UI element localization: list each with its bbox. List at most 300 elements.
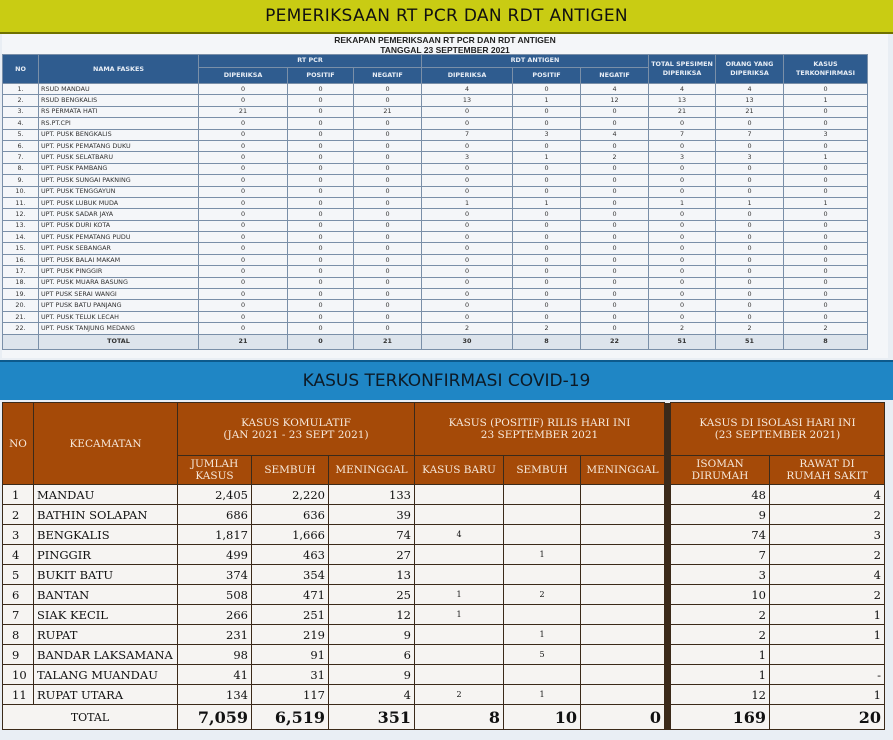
- t2-cell-no: 9: [3, 645, 34, 665]
- t1-cell-no: 7.: [3, 152, 39, 163]
- t1-cell-kasus: 0: [784, 266, 868, 277]
- t2-cell-jumlah: 41: [178, 665, 252, 685]
- t2-cell-rawat: 2: [770, 545, 885, 565]
- t2-cell-meninggal-hari: [581, 565, 665, 585]
- t2-total-rawat: 20: [770, 705, 885, 730]
- t1-cell-rdt-diperiksa: 0: [422, 106, 513, 117]
- t2-cell-sembuh-hari: [504, 665, 581, 685]
- t1-cell-total-spesimen: 0: [649, 254, 716, 265]
- t1-cell-rdt-positif: 0: [513, 140, 581, 151]
- t1-cell-kasus: 0: [784, 300, 868, 311]
- t1-cell-kasus: 0: [784, 311, 868, 322]
- t2-cell-kasus-baru: [415, 485, 504, 505]
- t1-cell-kasus: 1: [784, 95, 868, 106]
- t2-total-jumlah: 7,059: [178, 705, 252, 730]
- t1-cell-nama: UPT. PUSK LUBUK MUDA: [39, 197, 199, 208]
- t1-cell-kasus: 0: [784, 186, 868, 197]
- t2-total-meninggal: 351: [329, 705, 415, 730]
- t1-cell-kasus: 0: [784, 220, 868, 231]
- t1-cell-rdt-diperiksa: 13: [422, 95, 513, 106]
- t1-header-rdt-diperiksa: DIPERIKSA: [422, 67, 513, 83]
- t2-cell-isoman: 48: [671, 485, 770, 505]
- t1-cell-rdt-positif: 0: [513, 254, 581, 265]
- t1-cell-rdt-negatif: 0: [581, 197, 649, 208]
- t1-cell-rdt-positif: 0: [513, 300, 581, 311]
- t1-cell-total-spesimen: 4: [649, 84, 716, 95]
- t1-cell-rdt-diperiksa: 0: [422, 209, 513, 220]
- t1-cell-nama: RS.PT.CPI: [39, 118, 199, 129]
- t2-row: [3, 585, 885, 605]
- t1-cell-pcr-positif: 0: [288, 311, 354, 322]
- t1-cell-pcr-diperiksa: 0: [199, 289, 288, 300]
- t1-cell-pcr-negatif: 0: [354, 140, 422, 151]
- t1-cell-rdt-positif: 0: [513, 209, 581, 220]
- t1-cell-rdt-negatif: 0: [581, 140, 649, 151]
- t1-cell-nama: UPT. PUSK PEMATANG DUKU: [39, 140, 199, 151]
- t1-header-rdt-negatif: NEGATIF: [581, 67, 649, 83]
- t1-cell-total-spesimen: 7: [649, 129, 716, 140]
- t1-row: [3, 129, 868, 140]
- t2-cell-kecamatan: BATHIN SOLAPAN: [34, 505, 178, 525]
- t2-cell-meninggal: 27: [329, 545, 415, 565]
- t2-header-kumulatif: [178, 403, 415, 456]
- t2-header-rilis-line1: KASUS (POSITIF) RILIS HARI INI: [448, 417, 631, 429]
- t2-cell-kasus-baru: [415, 665, 504, 685]
- t1-cell-pcr-negatif: 0: [354, 186, 422, 197]
- t1-cell-nama: UPT. PUSK TELUK LECAH: [39, 311, 199, 322]
- t2-header-isolasi-line1: KASUS DI ISOLASI HARI INI: [699, 417, 856, 429]
- t1-row: [3, 220, 868, 231]
- t1-cell-orang: 7: [716, 129, 784, 140]
- t1-cell-rdt-negatif: 2: [581, 152, 649, 163]
- t1-row: [3, 209, 868, 220]
- t1-cell-nama: UPT. PUSK BALAI MAKAM: [39, 254, 199, 265]
- t2-cell-sembuh-hari: 5: [504, 645, 581, 665]
- t2-cell-jumlah: 134: [178, 685, 252, 705]
- t1-cell-nama: RS PERMATA HATI: [39, 106, 199, 117]
- t1-cell-rdt-diperiksa: 0: [422, 266, 513, 277]
- t1-cell-rdt-negatif: 0: [581, 220, 649, 231]
- t1-cell-nama: UPT. PUSK TENGGAYUN: [39, 186, 199, 197]
- t1-cell-rdt-positif: 0: [513, 84, 581, 95]
- t1-header-rdt: RDT ANTIGEN: [422, 55, 649, 68]
- t1-cell-total-spesimen: 0: [649, 220, 716, 231]
- t1-cell-pcr-negatif: 0: [354, 129, 422, 140]
- t2-cell-kasus-baru: 2: [415, 685, 504, 705]
- t1-cell-nama: RSUD BENGKALIS: [39, 95, 199, 106]
- t1-cell-kasus: 2: [784, 323, 868, 334]
- t1-cell-pcr-positif: 0: [288, 186, 354, 197]
- t2-cell-kecamatan: RUPAT: [34, 625, 178, 645]
- t1-cell-total-spesimen: 1: [649, 197, 716, 208]
- t1-cell-rdt-positif: 2: [513, 323, 581, 334]
- t2-cell-rawat: 4: [770, 565, 885, 585]
- t1-header-rdt-positif: POSITIF: [513, 67, 581, 83]
- t1-cell-pcr-diperiksa: 0: [199, 220, 288, 231]
- t1-cell-rdt-negatif: 0: [581, 289, 649, 300]
- t2-header-isolasi-line2: (23 SEPTEMBER 2021): [714, 429, 841, 441]
- mid-banner-title: KASUS TERKONFIRMASI COVID-19: [302, 371, 591, 391]
- t1-cell-rdt-diperiksa: 0: [422, 289, 513, 300]
- t1-cell-rdt-positif: 0: [513, 277, 581, 288]
- t1-cell-no: 13.: [3, 220, 39, 231]
- t1-header-kasus: KASUS TERKONFIRMASI: [784, 55, 868, 84]
- t2-cell-rawat: 2: [770, 585, 885, 605]
- t1-row: [3, 243, 868, 254]
- t1-cell-rdt-negatif: 0: [581, 232, 649, 243]
- t1-total-no: [3, 334, 39, 349]
- t2-cell-jumlah: 231: [178, 625, 252, 645]
- t1-cell-pcr-positif: 0: [288, 220, 354, 231]
- t2-cell-sembuh: 219: [252, 625, 329, 645]
- t1-cell-orang: 0: [716, 140, 784, 151]
- t1-cell-pcr-negatif: 0: [354, 243, 422, 254]
- t2-body: [3, 485, 885, 705]
- t1-cell-rdt-positif: 1: [513, 95, 581, 106]
- t1-cell-total-spesimen: 13: [649, 95, 716, 106]
- t1-cell-kasus: 0: [784, 232, 868, 243]
- t1-cell-pcr-positif: 0: [288, 163, 354, 174]
- t2-header-rilis-line2: 23 SEPTEMBER 2021: [480, 429, 599, 441]
- t1-cell-no: 22.: [3, 323, 39, 334]
- t1-header-pcr-negatif: NEGATIF: [354, 67, 422, 83]
- t2-total-sembuh-hari: 10: [504, 705, 581, 730]
- t1-cell-rdt-negatif: 0: [581, 186, 649, 197]
- t1-cell-pcr-positif: 0: [288, 95, 354, 106]
- t2-cell-kasus-baru: [415, 565, 504, 585]
- t1-cell-pcr-negatif: 0: [354, 95, 422, 106]
- t1-cell-rdt-positif: 0: [513, 232, 581, 243]
- t2-cell-meninggal-hari: [581, 525, 665, 545]
- t2-row: [3, 665, 885, 685]
- t2-cell-meninggal-hari: [581, 645, 665, 665]
- t2-row: [3, 605, 885, 625]
- t2-cell-sembuh: 31: [252, 665, 329, 685]
- t1-cell-no: 8.: [3, 163, 39, 174]
- t2-total-meninggal-hari: 0: [581, 705, 665, 730]
- t1-cell-pcr-positif: 0: [288, 175, 354, 186]
- t1-cell-kasus: 0: [784, 84, 868, 95]
- t1-total-total-spesimen: 51: [649, 334, 716, 349]
- t2-cell-sembuh: 636: [252, 505, 329, 525]
- t1-cell-rdt-diperiksa: 0: [422, 311, 513, 322]
- t2-header-rilis: [415, 403, 665, 456]
- t1-row: [3, 175, 868, 186]
- t2-row: [3, 485, 885, 505]
- t1-cell-pcr-diperiksa: 0: [199, 254, 288, 265]
- pcr-rdt-table: [2, 54, 868, 350]
- t1-cell-rdt-diperiksa: 0: [422, 277, 513, 288]
- t2-cell-meninggal: 133: [329, 485, 415, 505]
- t1-cell-pcr-positif: 0: [288, 232, 354, 243]
- t2-header-sembuh: SEMBUH: [252, 456, 329, 485]
- t1-cell-rdt-diperiksa: 0: [422, 163, 513, 174]
- t1-cell-no: 19.: [3, 289, 39, 300]
- t1-cell-pcr-positif: 0: [288, 266, 354, 277]
- t2-total-sembuh: 6,519: [252, 705, 329, 730]
- t1-cell-kasus: 0: [784, 163, 868, 174]
- t1-cell-pcr-positif: 0: [288, 254, 354, 265]
- t1-cell-pcr-positif: 0: [288, 197, 354, 208]
- t1-cell-rdt-negatif: 0: [581, 323, 649, 334]
- t2-cell-rawat: [770, 645, 885, 665]
- t2-cell-meninggal-hari: [581, 585, 665, 605]
- t2-cell-sembuh-hari: [504, 485, 581, 505]
- t1-cell-pcr-diperiksa: 0: [199, 84, 288, 95]
- t2-header-sembuh-hari: SEMBUH: [504, 456, 581, 485]
- t1-cell-pcr-positif: 0: [288, 323, 354, 334]
- t2-cell-sembuh: 1,666: [252, 525, 329, 545]
- t1-cell-rdt-negatif: 0: [581, 243, 649, 254]
- t2-cell-kasus-baru: 1: [415, 585, 504, 605]
- t2-cell-jumlah: 266: [178, 605, 252, 625]
- t1-cell-kasus: 0: [784, 209, 868, 220]
- t2-cell-kecamatan: MANDAU: [34, 485, 178, 505]
- t2-cell-isoman: 2: [671, 625, 770, 645]
- t1-cell-rdt-negatif: 0: [581, 163, 649, 174]
- t1-cell-pcr-negatif: 0: [354, 84, 422, 95]
- t1-row: [3, 277, 868, 288]
- t2-total-isoman: 169: [671, 705, 770, 730]
- t1-cell-pcr-negatif: 0: [354, 152, 422, 163]
- t2-cell-rawat: 4: [770, 485, 885, 505]
- t1-cell-nama: UPT. PUSK PAMBANG: [39, 163, 199, 174]
- t1-cell-total-spesimen: 0: [649, 232, 716, 243]
- t2-cell-no: 6: [3, 585, 34, 605]
- t2-header-kecamatan: KECAMATAN: [34, 403, 178, 485]
- t2-header-jumlah-line2: KASUS: [195, 470, 234, 482]
- t1-cell-total-spesimen: 0: [649, 175, 716, 186]
- t1-cell-pcr-diperiksa: 0: [199, 311, 288, 322]
- t1-cell-pcr-positif: 0: [288, 118, 354, 129]
- t1-cell-total-spesimen: 0: [649, 163, 716, 174]
- t1-cell-orang: 0: [716, 232, 784, 243]
- t2-header-meninggal: MENINGGAL: [329, 456, 415, 485]
- t1-cell-nama: UPT. PUSK MUARA BASUNG: [39, 277, 199, 288]
- t2-cell-jumlah: 374: [178, 565, 252, 585]
- t2-row: [3, 685, 885, 705]
- t2-cell-sembuh-hari: [504, 525, 581, 545]
- t1-cell-orang: 0: [716, 300, 784, 311]
- t1-cell-pcr-positif: 0: [288, 243, 354, 254]
- t1-cell-no: 6.: [3, 140, 39, 151]
- t1-cell-total-spesimen: 0: [649, 289, 716, 300]
- t1-row: [3, 163, 868, 174]
- t1-cell-kasus: 3: [784, 129, 868, 140]
- t1-cell-orang: 0: [716, 186, 784, 197]
- t2-cell-meninggal: 39: [329, 505, 415, 525]
- t1-cell-pcr-negatif: 0: [354, 300, 422, 311]
- t1-cell-rdt-negatif: 0: [581, 277, 649, 288]
- t1-cell-pcr-diperiksa: 0: [199, 266, 288, 277]
- t1-cell-nama: UPT. PUSK TANJUNG MEDANG: [39, 323, 199, 334]
- t1-cell-pcr-negatif: 0: [354, 232, 422, 243]
- t1-cell-total-spesimen: 0: [649, 300, 716, 311]
- t2-cell-isoman: 12: [671, 685, 770, 705]
- t2-header-isoman-line2: DIRUMAH: [691, 470, 749, 482]
- t2-cell-meninggal-hari: [581, 625, 665, 645]
- t1-cell-orang: 0: [716, 209, 784, 220]
- t1-cell-no: 1.: [3, 84, 39, 95]
- t1-cell-pcr-diperiksa: 0: [199, 186, 288, 197]
- t1-cell-nama: UPT. PUSK BENGKALIS: [39, 129, 199, 140]
- t1-row: [3, 106, 868, 117]
- t2-row: [3, 565, 885, 585]
- t2-cell-rawat: 1: [770, 685, 885, 705]
- t1-cell-pcr-positif: 0: [288, 300, 354, 311]
- t2-cell-meninggal: 4: [329, 685, 415, 705]
- t2-cell-no: 5: [3, 565, 34, 585]
- t2-cell-meninggal: 9: [329, 625, 415, 645]
- t1-cell-nama: UPT PUSK SERAI WANGI: [39, 289, 199, 300]
- t2-cell-no: 10: [3, 665, 34, 685]
- t2-cell-sembuh-hari: 2: [504, 585, 581, 605]
- t1-cell-rdt-positif: 0: [513, 163, 581, 174]
- t2-cell-jumlah: 98: [178, 645, 252, 665]
- t1-cell-rdt-negatif: 0: [581, 106, 649, 117]
- t1-cell-nama: UPT. PUSK SUNGAI PAKNING: [39, 175, 199, 186]
- t1-cell-rdt-diperiksa: 0: [422, 118, 513, 129]
- t1-cell-rdt-diperiksa: 0: [422, 254, 513, 265]
- t1-cell-orang: 0: [716, 118, 784, 129]
- t1-cell-orang: 0: [716, 277, 784, 288]
- t2-cell-no: 2: [3, 505, 34, 525]
- t1-cell-orang: 2: [716, 323, 784, 334]
- t1-cell-pcr-diperiksa: 0: [199, 232, 288, 243]
- t1-row: [3, 311, 868, 322]
- t1-cell-pcr-positif: 0: [288, 140, 354, 151]
- t1-cell-kasus: 0: [784, 289, 868, 300]
- t1-cell-no: 4.: [3, 118, 39, 129]
- t1-cell-orang: 0: [716, 289, 784, 300]
- t2-header-kumulatif-line2: (JAN 2021 - 23 SEPT 2021): [223, 429, 369, 441]
- t1-cell-rdt-diperiksa: 0: [422, 186, 513, 197]
- t1-cell-pcr-negatif: 0: [354, 266, 422, 277]
- t2-cell-meninggal-hari: [581, 485, 665, 505]
- t1-cell-rdt-positif: 0: [513, 289, 581, 300]
- t2-cell-no: 1: [3, 485, 34, 505]
- t1-row: [3, 84, 868, 95]
- t2-cell-no: 3: [3, 525, 34, 545]
- t2-cell-jumlah: 2,405: [178, 485, 252, 505]
- t1-cell-no: 10.: [3, 186, 39, 197]
- t1-cell-pcr-positif: 0: [288, 209, 354, 220]
- t1-cell-rdt-positif: 0: [513, 311, 581, 322]
- t2-cell-jumlah: 499: [178, 545, 252, 565]
- t1-cell-nama: UPT PUSK BATU PANJANG: [39, 300, 199, 311]
- t1-cell-pcr-negatif: 0: [354, 289, 422, 300]
- t2-cell-rawat: 2: [770, 505, 885, 525]
- t1-cell-no: 2.: [3, 95, 39, 106]
- t2-cell-meninggal-hari: [581, 685, 665, 705]
- t1-cell-pcr-diperiksa: 0: [199, 95, 288, 106]
- t1-cell-orang: 1: [716, 197, 784, 208]
- t1-cell-rdt-positif: 0: [513, 266, 581, 277]
- t1-total-pcr-negatif: 21: [354, 334, 422, 349]
- t1-cell-no: 12.: [3, 209, 39, 220]
- t2-total-label: TOTAL: [3, 705, 178, 730]
- t1-cell-pcr-diperiksa: 0: [199, 197, 288, 208]
- t2-header-isoman-line1: ISOMAN: [696, 458, 744, 470]
- t2-cell-no: 8: [3, 625, 34, 645]
- t1-cell-orang: 0: [716, 311, 784, 322]
- t1-cell-rdt-positif: 1: [513, 197, 581, 208]
- t2-cell-kasus-baru: 1: [415, 605, 504, 625]
- t1-row: [3, 323, 868, 334]
- t2-header-rawat-line1: RAWAT DI: [799, 458, 855, 470]
- t1-cell-total-spesimen: 21: [649, 106, 716, 117]
- t1-cell-no: 18.: [3, 277, 39, 288]
- t1-cell-total-spesimen: 0: [649, 186, 716, 197]
- t1-cell-rdt-positif: 0: [513, 118, 581, 129]
- t1-row: [3, 140, 868, 151]
- t2-header-meninggal-hari: MENINGGAL: [581, 456, 665, 485]
- t1-total-nama: TOTAL: [39, 334, 199, 349]
- t1-cell-pcr-negatif: 0: [354, 220, 422, 231]
- t1-cell-total-spesimen: 0: [649, 311, 716, 322]
- t1-cell-pcr-positif: 0: [288, 277, 354, 288]
- t2-cell-sembuh: 117: [252, 685, 329, 705]
- t1-cell-orang: 13: [716, 95, 784, 106]
- table1-caption-line2: TANGGAL 23 SEPTEMBER 2021: [380, 45, 510, 55]
- t1-cell-orang: 0: [716, 254, 784, 265]
- t2-cell-meninggal-hari: [581, 545, 665, 565]
- t1-cell-pcr-positif: 0: [288, 129, 354, 140]
- t1-cell-total-spesimen: 0: [649, 118, 716, 129]
- t1-cell-kasus: 1: [784, 197, 868, 208]
- top-banner-title: PEMERIKSAAN RT PCR DAN RDT ANTIGEN: [265, 6, 628, 26]
- t1-cell-orang: 21: [716, 106, 784, 117]
- t1-cell-kasus: 0: [784, 254, 868, 265]
- t1-cell-no: 3.: [3, 106, 39, 117]
- covid-cases-table: [2, 402, 885, 730]
- t2-cell-meninggal: 74: [329, 525, 415, 545]
- t1-row: [3, 300, 868, 311]
- t2-header-kasus-baru: KASUS BARU: [415, 456, 504, 485]
- t2-cell-isoman: 1: [671, 645, 770, 665]
- t1-cell-pcr-diperiksa: 0: [199, 118, 288, 129]
- t2-cell-jumlah: 686: [178, 505, 252, 525]
- t2-cell-sembuh: 471: [252, 585, 329, 605]
- t1-cell-no: 9.: [3, 175, 39, 186]
- t2-cell-isoman: 10: [671, 585, 770, 605]
- t2-cell-isoman: 2: [671, 605, 770, 625]
- t2-header-jumlah: [178, 456, 252, 485]
- t1-cell-no: 15.: [3, 243, 39, 254]
- t2-cell-meninggal-hari: [581, 605, 665, 625]
- t1-cell-pcr-negatif: 0: [354, 254, 422, 265]
- t1-header-pcr-diperiksa: DIPERIKSA: [199, 67, 288, 83]
- t2-row: [3, 505, 885, 525]
- t1-cell-rdt-diperiksa: 7: [422, 129, 513, 140]
- t2-row: [3, 545, 885, 565]
- t2-total-row: [3, 705, 885, 730]
- t1-cell-kasus: 0: [784, 175, 868, 186]
- t1-cell-orang: 4: [716, 84, 784, 95]
- t1-row: [3, 289, 868, 300]
- t1-cell-rdt-negatif: 4: [581, 129, 649, 140]
- t1-cell-rdt-diperiksa: 4: [422, 84, 513, 95]
- t1-cell-rdt-diperiksa: 0: [422, 175, 513, 186]
- t1-cell-total-spesimen: 2: [649, 323, 716, 334]
- t1-cell-orang: 0: [716, 266, 784, 277]
- t1-cell-no: 14.: [3, 232, 39, 243]
- t2-cell-meninggal: 9: [329, 665, 415, 685]
- t1-total-rdt-negatif: 22: [581, 334, 649, 349]
- mid-banner: [0, 360, 893, 400]
- t2-cell-rawat: 1: [770, 625, 885, 645]
- t1-cell-pcr-positif: 0: [288, 84, 354, 95]
